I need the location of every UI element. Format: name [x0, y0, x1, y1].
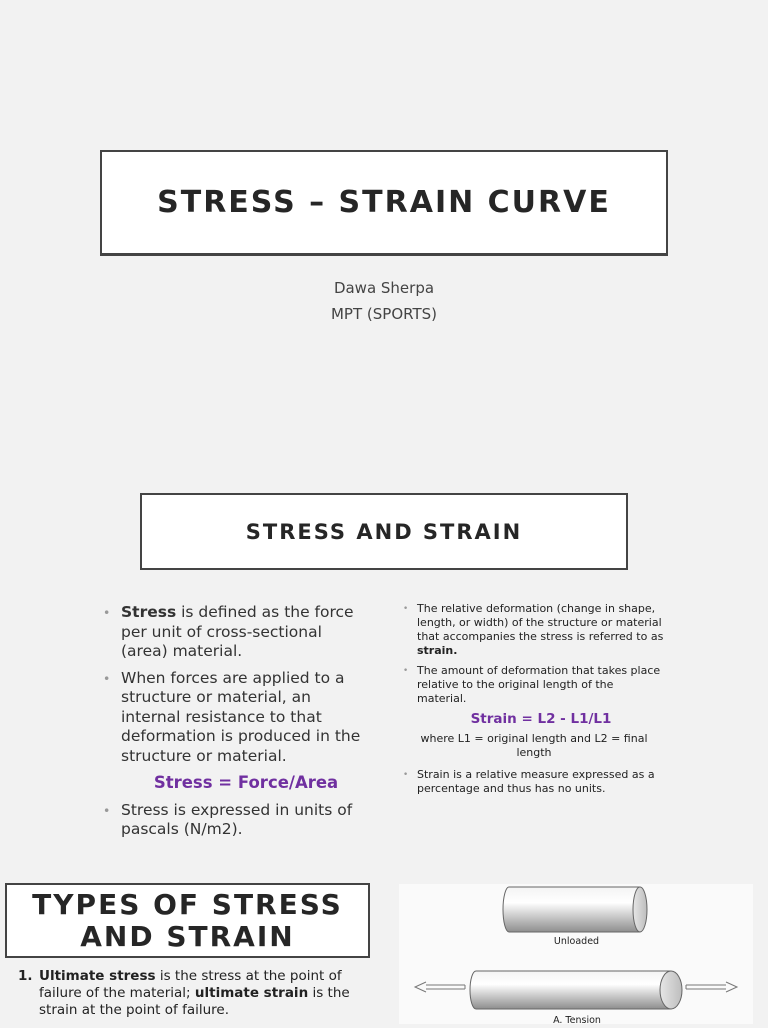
stress-term: Stress [121, 603, 177, 621]
right-arrow-icon [686, 982, 737, 992]
tension-figure [399, 884, 753, 1024]
strain-units-list [403, 768, 665, 796]
stress-strain-heading-box [140, 493, 628, 570]
stress-units-list [103, 801, 371, 840]
stress-column [103, 603, 371, 847]
author-name: Dawa Sherpa [333, 279, 435, 297]
strain-formula: Strain = L2 - L1/L1 [470, 711, 612, 727]
types-list [18, 968, 366, 1019]
list-item: • Strain is a relative measure expressed as a percentage and thus has no units. [403, 768, 665, 796]
tension-label: A. Tension [553, 1015, 601, 1026]
types-heading-box [5, 883, 370, 958]
item-text: is the strain at the point of failure. [39, 985, 350, 1018]
tension-illustration [399, 884, 753, 1024]
list-item: • When forces are applied to a structure or material, an internal resistance to that deformation is produced in the structure or material. [103, 669, 371, 767]
item-text: is the stress at the point of failure of the material; [39, 968, 342, 1001]
section-title: STRESS AND STRAIN [245, 519, 523, 544]
stress-formula: Stress = Force/Area [153, 773, 339, 792]
stress-definition: is defined as the force per unit of cross-sectional (area) material. [121, 603, 354, 660]
stress-bullets [103, 603, 371, 766]
left-arrow-icon [415, 982, 465, 992]
list-item: • The amount of deformation that takes place relative to the original length of the material. [403, 664, 665, 706]
strain-definition: The relative deformation (change in shape, length, or width) of the structure or material that accompanies the stress is referred to as [417, 602, 664, 643]
strain-term: strain. [417, 644, 458, 657]
list-item [18, 968, 366, 1019]
strain-formula-note: where L1 = original length and L2 = final length [420, 732, 648, 759]
ultimate-strain-term: ultimate strain [194, 985, 309, 1001]
strain-bullets [403, 602, 665, 706]
strain-column [403, 602, 665, 802]
author-affiliation: MPT (SPORTS) [330, 305, 437, 323]
ultimate-stress-term: Ultimate stress [39, 968, 156, 984]
tension-cylinder [470, 971, 682, 1009]
list-item [103, 603, 371, 662]
list-item [403, 602, 665, 658]
unloaded-cylinder [503, 887, 647, 932]
list-item: • Stress is expressed in units of pascals (N/m2). [103, 801, 371, 840]
title-slide-box [100, 150, 668, 256]
list-number: 1. [18, 968, 33, 984]
slide-title: STRESS – STRAIN CURVE [157, 185, 611, 220]
unloaded-label: Unloaded [553, 936, 600, 947]
types-ordered-list [18, 968, 366, 1019]
section-title: TYPES OF STRESS AND STRAIN [32, 887, 343, 953]
